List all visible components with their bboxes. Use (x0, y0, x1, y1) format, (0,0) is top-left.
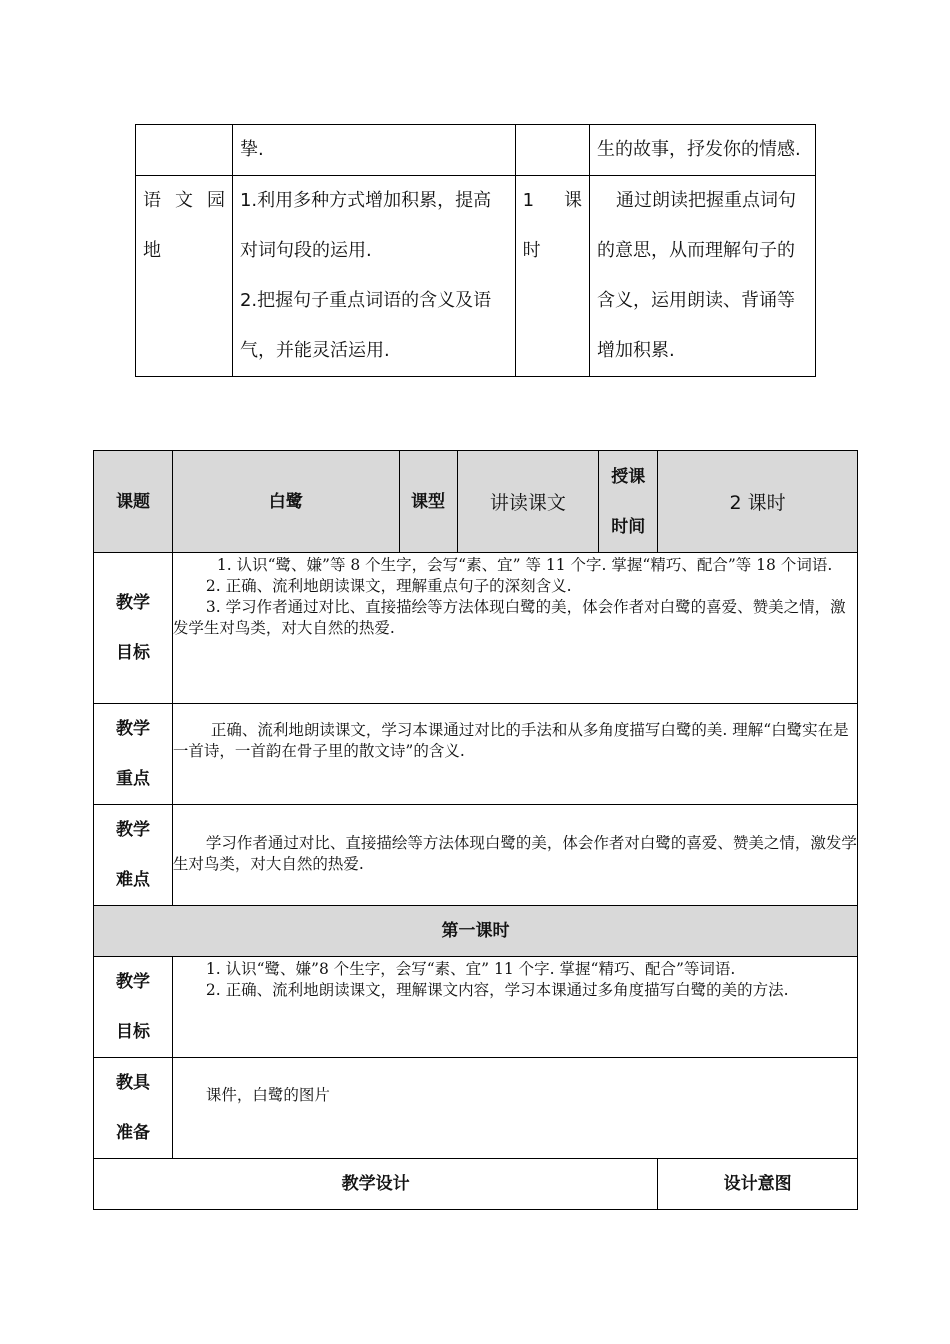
goal-line: 1.利用多种方式增加积累，提高 (239, 190, 492, 211)
goal-item: 1. 认识“鹭、嫌”等 8 个生字，会写“素、宜” 等 11 个字. 掌握“精巧、配合”等 18 个词语. (216, 556, 833, 574)
hours-cell (515, 176, 589, 377)
goal-cell (232, 176, 515, 377)
unit-name-line: 语 文 园 (143, 190, 225, 211)
materials-text: 课件，白鹭的图片 (205, 1086, 330, 1104)
note-cell (590, 176, 816, 377)
goal-item: 2. 正确、流利地朗读课文，理解重点句子的深刻含义. (205, 577, 572, 595)
goal-cell (232, 125, 515, 176)
goal-line: 对词句段的运用. (239, 240, 372, 261)
difficulties-content (172, 805, 857, 906)
goals-content (172, 553, 857, 704)
difficulties-row (94, 805, 858, 906)
note-line: 的意思，从而理解句子的 (597, 240, 796, 261)
type-label: 课型 (399, 451, 457, 553)
materials-label (94, 1058, 173, 1159)
intent-label: 设计意图 (658, 1159, 858, 1210)
period-goals-label (94, 957, 173, 1058)
table-row (136, 176, 816, 377)
difficulties-text: 学习作者通过对比、直接描绘等方法体现白鹭的美，体会作者对白鹭的喜爱、赞美之情，激发学生对鸟类，对大自然的热爱. (172, 834, 857, 873)
goal-line: 2.把握句子重点词语的含义及语 (239, 290, 492, 311)
time-label-line: 时间 (611, 516, 646, 537)
note-line: 含义，运用朗读、背诵等 (597, 290, 796, 311)
goals-label-line: 教学 (115, 593, 150, 613)
key-points-content (172, 704, 857, 805)
type-value: 讲读课文 (457, 451, 599, 553)
key-points-row (94, 704, 858, 805)
topic-label: 课题 (94, 451, 173, 553)
hours-line: 时 (522, 240, 541, 261)
period-goals-label-line: 目标 (115, 1022, 150, 1042)
materials-content (172, 1058, 857, 1159)
period-goal-item: 2. 正确、流利地朗读课文，理解课文内容，学习本课通过多角度描写白鹭的美的方法. (205, 981, 789, 999)
period-goals-content (172, 957, 857, 1058)
key-points-label-line: 重点 (115, 769, 150, 789)
materials-label-line: 教具 (115, 1073, 150, 1093)
goals-row (94, 553, 858, 704)
materials-label-line: 准备 (115, 1123, 150, 1143)
unit-name-cell (136, 125, 233, 176)
note-line: 通过朗读把握重点词句 (616, 190, 797, 211)
period-goals-row (94, 957, 858, 1058)
difficulties-label-line: 教学 (115, 820, 150, 840)
note-cell (590, 125, 816, 176)
time-label-line: 授课 (611, 466, 646, 487)
difficulties-label-line: 难点 (115, 870, 150, 890)
period-goal-item: 1. 认识“鹭、嫌”8 个生字，会写“素、宜” 11 个字. 掌握“精巧、配合”等词语. (205, 960, 736, 978)
note-text: 生的故事，抒发你的情感. (597, 139, 801, 160)
time-value: 2 课时 (658, 451, 858, 553)
hours-cell (515, 125, 589, 176)
difficulties-label (94, 805, 173, 906)
key-points-label (94, 704, 173, 805)
goal-line: 气，并能灵活运用. (239, 340, 390, 361)
unit-name-line: 地 (143, 240, 161, 261)
header-row (94, 451, 858, 553)
key-points-label-line: 教学 (115, 719, 150, 739)
goals-label (94, 553, 173, 704)
lesson-plan-table (93, 450, 858, 1210)
period-title: 第一课时 (94, 906, 858, 957)
period-title-row (94, 906, 858, 957)
goal-text: 挚. (239, 139, 264, 160)
period-goals-label-line: 教学 (115, 972, 150, 992)
key-points-text: 正确、流利地朗读课文，学习本课通过对比的手法和从多角度描写白鹭的美. 理解“白鹭实在是一首诗，一首韵在骨子里的散文诗”的含义. (172, 721, 849, 760)
previous-plan-table (135, 124, 816, 377)
materials-row (94, 1058, 858, 1159)
goals-label-line: 目标 (115, 643, 150, 663)
design-label: 教学设计 (94, 1159, 658, 1210)
goal-item: 3. 学习作者通过对比、直接描绘等方法体现白鹭的美，体会作者对白鹭的喜爱、赞美之情，激发学生对鸟类，对大自然的热爱. (172, 598, 846, 637)
table-row (136, 125, 816, 176)
note-line: 增加积累. (597, 340, 675, 361)
hours-line: 1 课 (522, 190, 583, 211)
time-label (599, 451, 658, 553)
footer-row (94, 1159, 858, 1210)
unit-name-cell (136, 176, 233, 377)
topic-value: 白鹭 (172, 451, 399, 553)
